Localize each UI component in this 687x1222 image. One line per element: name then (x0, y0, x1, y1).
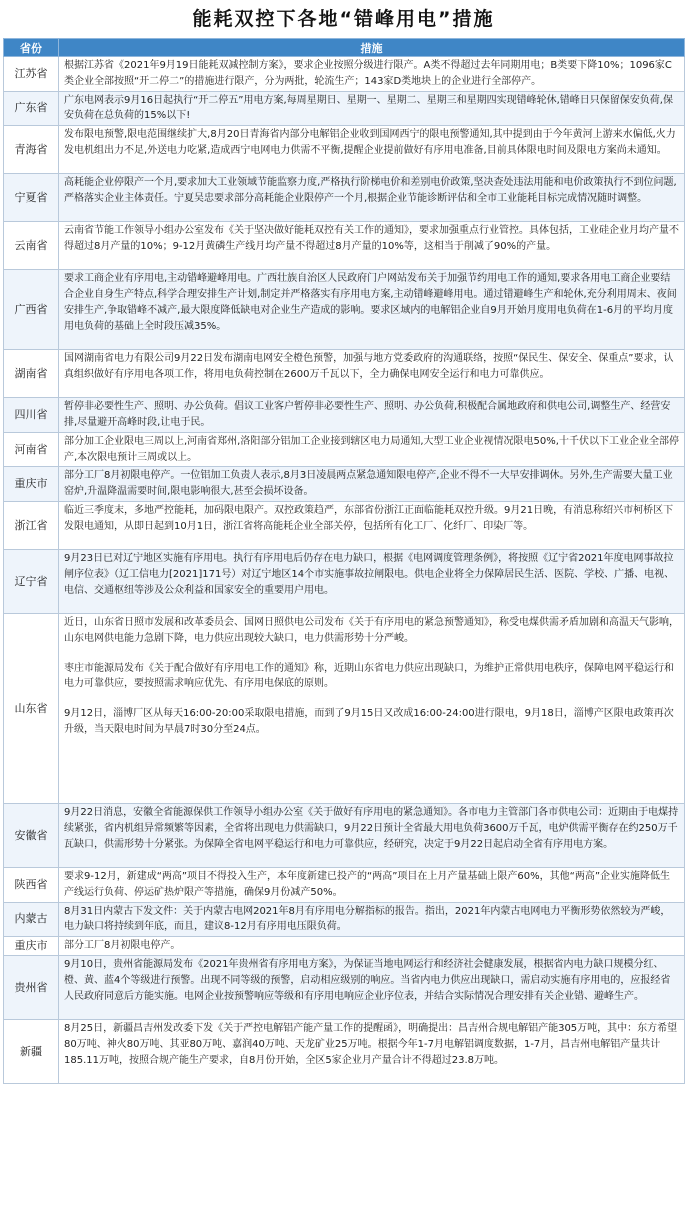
province-cell: 江苏省 (4, 57, 59, 92)
table-header-row (4, 39, 685, 57)
table-row (4, 803, 685, 867)
province-cell: 重庆市 (4, 937, 59, 956)
table-row (4, 955, 685, 1019)
measure-paragraph: 广东电网表示9月16日起执行“开二停五”用电方案,每周星期日、星期一、星期二、星期三和星期四实现错峰轮休,错峰日只保留保安负荷,保安负荷在总负荷的15%以下! (64, 94, 673, 122)
table-row (4, 432, 685, 467)
measure-paragraph: 要求9-12月，新建成“两高”项目不得投入生产，本年度新建已投产的“两高”项目在上月产量基础上限产60%，其他“两高”企业实施降低生产线运行负荷、停运矿热炉限产等措施，确保9月份减产50%。 (64, 870, 671, 898)
paragraph-gap (64, 692, 679, 706)
table-row (4, 902, 685, 937)
measure-paragraph: 8月25日，新疆昌吉州发改委下发《关于严控电解铝产能产量工作的提醒函》，明确提出：昌吉州合规电解铝产能305万吨，其中：东方希望80万吨、神火80万吨、其亚80万吨、嘉润40万吨、天龙矿业25万吨。根据今年1-7月电解铝调度数据，1-7月，昌吉州电解铝产量共计185.11万吨，按照合规产能生产要求，自8月份开始，全区5家企业月产量合计不得超过23.8万吨。 (64, 1022, 678, 1066)
measures-cell (59, 91, 685, 126)
measure-paragraph: 暂停非必要性生产、照明、办公负荷。倡议工业客户暂停非必要性生产、照明、办公负荷,积极配合属地政府和供电公司,调整生产、经营安排,尽量避开高峰时段,让电于民。 (64, 401, 671, 428)
measures-cell (59, 803, 685, 867)
province-cell: 宁夏省 (4, 174, 59, 222)
table-row (4, 91, 685, 126)
table-row (4, 613, 685, 803)
measure-paragraph: 近日，山东省日照市发展和改革委员会、国网日照供电公司发布《关于有序用电的紧急预警通知》，称受电煤供需矛盾加剧和高温天气影响，山东电网供电能力急剧下降，电力供应出现较大缺口，电力供需形势十分严峻。 (64, 616, 679, 644)
measure-paragraph: 部分加工企业限电三周以上,河南省郑州,洛阳部分铝加工企业接到辖区电力局通知,大型工业企业视情况限电50%,十千伏以下工业企业全部停产,本次限电预计三周或以上。 (64, 435, 679, 463)
measures-cell (59, 398, 685, 433)
measures-cell (59, 174, 685, 222)
table-row (4, 270, 685, 350)
measures-cell (59, 222, 685, 270)
paragraph-gap (64, 647, 679, 661)
province-cell: 重庆市 (4, 467, 59, 502)
measure-paragraph: 枣庄市能源局发布《关于配合做好有序用电工作的通知》称，近期山东省电力供应出现缺口，为维护正常供用电秩序，保障电网平稳运行和电力可靠供应，要按照需求响应优先、有序用电保底的原则。 (64, 662, 674, 690)
province-cell: 安徽省 (4, 803, 59, 867)
measure-paragraph: 8月31日内蒙古下发文件：关于内蒙古电网2021年8月有序用电分解指标的报告。指出，2021年内蒙古电网电力平衡形势依然较为严峻，电力缺口将持续到年底，而且，建议8-12月有序用电压限负荷。 (64, 905, 671, 933)
province-cell: 青海省 (4, 126, 59, 174)
measure-paragraph: 9月22日消息，安徽全省能源保供工作领导小组办公室《关于做好有序用电的紧急通知》。各市电力主管部门各市供电公司：近期由于电煤持续紧张，省内机组异常频繁等因素，全省将出现电力供需缺口，9月22日预计全省最大用电负荷3600万千瓦，电炉供需平衡存在约250万千瓦缺口，供需形势十分紧张。为保障全省电网平稳运行和电力可靠供应，经研究，决定于9月22日起启动全省有序用电方案。 (64, 806, 679, 850)
measure-paragraph: 部分工厂8月初限电停产。一位铝加工负责人表示,8月3日凌晨两点紧急通知限电停产,企业不得不一大早安排调休。另外,生产需要大量工业窑炉,升温降温需要时间,限电影响很大,甚至会损坏设备。 (64, 470, 673, 498)
table-row (4, 174, 685, 222)
measures-cell (59, 432, 685, 467)
measure-paragraph: 9月10日，贵州省能源局发布《2021年贵州省有序用电方案》，为保证当地电网运行和经济社会健康发展，根据省内电力缺口规模分红、橙、黄、蓝4个等级进行预警。出现不同等级的预警，启动相应级别的响应。当省内电力供应出现缺口，需启动实施有序用电的，应报经省人民政府同意后方能实施。电网企业按预警响应等级和有序用电响应企业序位表，并结合实际情况合理安排有关企业错、避峰生产。 (64, 958, 671, 1002)
table-row (4, 1019, 685, 1083)
measures-cell (59, 270, 685, 350)
table-row (4, 57, 685, 92)
measure-paragraph: 部分工厂8月初限电停产。 (64, 940, 181, 952)
table-row (4, 549, 685, 613)
province-cell: 辽宁省 (4, 549, 59, 613)
measure-paragraph: 要求工商企业有序用电,主动错峰避峰用电。广西壮族自治区人民政府门户网站发布关于加强节约用电工作的通知,要求各用电工商企业要结合企业自身生产特点,科学合理安排生产计划,制定并严格落实有序用电方案,主动错峰避峰用电。通过错避峰生产和轮休,充分利用周末、夜间安排生产,争取错峰不减产,最大限度降低缺电对企业生产造成的影响。要求区域内的电解铝企业自9月开始月度用电负荷在1-6月的平均月度用电负荷的基础上全时段压减35%。 (64, 273, 677, 332)
province-cell: 浙江省 (4, 501, 59, 549)
measures-cell (59, 57, 685, 92)
measure-paragraph: 临近三季度末，多地严控能耗，加码限电限产。双控政策趋严，东部省份浙江正面临能耗双控升级。9月21日晚，有消息称绍兴市柯桥区下发限电通知，从即日起到10月1日，浙江省将高能耗企业全部关停，包括所有化工厂、化纤厂、印染厂等。 (64, 504, 674, 532)
measures-cell (59, 867, 685, 902)
table-row (4, 467, 685, 502)
province-cell: 广东省 (4, 91, 59, 126)
measure-paragraph: 9月12日，淄博厂区从每天16:00-20:00采取限电措施，而到了9月15日又改成16:00-24:00进行限电，9月18日，淄博产区限电政策再次升级，当天限电时间为早晨7时30分至24点。 (64, 708, 674, 735)
measures-cell (59, 126, 685, 174)
measure-paragraph: 9月23日已对辽宁地区实施有序用电。执行有序用电后仍存在电力缺口，根据《电网调度管理条例》，将按照《辽宁省2021年度电网事故拉闸序位表》（辽工信电力[2021]171号）对辽宁地区14个市实施事故拉闸限电。供电企业将全力保障居民生活、医院、学校、广播、电视、电信、交通枢纽等涉及公众利益和国家安全的重要用户用电。 (64, 552, 675, 596)
measure-paragraph: 高耗能企业停限产一个月,要求加大工业领域节能监察力度,严格执行阶梯电价和差别电价政策,坚决查处违法用能和电价政策执行不到位问题,严格落实企业主体责任。宁夏吴忠要求部分高耗能企业限停产一个月,根据企业节能诊断评估和全市工业能耗目标完成情况随时调整。 (64, 177, 677, 204)
table-row (4, 126, 685, 174)
measure-paragraph: 云南省节能工作领导小组办公室发布《关于坚决做好能耗双控有关工作的通知》，要求加强重点行业管控。具体包括，工业硅企业月均产量不得超过8月产量的10%；9-12月黄磷生产线月均产量不得超过8月产量的10%等，这相当于削减了90%的产量。 (64, 225, 679, 252)
measures-table (3, 38, 685, 1084)
measures-cell (59, 937, 685, 956)
header-measures: 措施 (59, 39, 685, 57)
measures-cell (59, 501, 685, 549)
province-cell: 新疆 (4, 1019, 59, 1083)
table-row (4, 222, 685, 270)
measure-paragraph: 发布限电预警,限电范围继续扩大,8月20日青海省内部分电解铝企业收到国网西宁的限电预警通知,其中提到由于今年黄河上游来水偏低,火力发电机组出力不足,外送电力吃紧,造成西宁电网电力供需不平衡,提醒企业提前做好有序用电准备,目前具体限电时间及限电方案尚未通知。 (64, 129, 676, 156)
table-row (4, 937, 685, 956)
measures-cell (59, 549, 685, 613)
measure-paragraph: 根据江苏省《2021年9月19日能耗双减控制方案》，要求企业按照分级进行限产。A类不得超过去年同期用电；B类要下降10%；1096家C类企业全部按照“开二停二”的措施进行限产，分为两批，轮流生产；143家D类地块上的企业进行全部停产。 (64, 60, 672, 87)
measures-cell (59, 467, 685, 502)
province-cell: 四川省 (4, 398, 59, 433)
page-title: 能耗双控下各地“错峰用电”措施 (192, 8, 495, 30)
measures-cell (59, 350, 685, 398)
measures-cell (59, 955, 685, 1019)
province-cell: 河南省 (4, 432, 59, 467)
province-cell: 陕西省 (4, 867, 59, 902)
measures-cell (59, 613, 685, 803)
measures-cell (59, 1019, 685, 1083)
province-cell: 贵州省 (4, 955, 59, 1019)
province-cell: 云南省 (4, 222, 59, 270)
header-province: 省份 (4, 39, 59, 57)
province-cell: 内蒙古 (4, 902, 59, 937)
province-cell: 山东省 (4, 613, 59, 803)
table-row (4, 398, 685, 433)
table-row (4, 350, 685, 398)
table-row (4, 867, 685, 902)
measures-cell (59, 902, 685, 937)
measure-paragraph: 国网湖南省电力有限公司9月22日发布湖南电网安全橙色预警，加强与地方党委政府的沟通联络，按照“保民生、保安全、保重点”要求，认真组织做好有序用电各项工作，将用电负荷控制在2600万千瓦以下，全力确保电网安全运行和电力可靠供应。 (64, 353, 674, 380)
province-cell: 湖南省 (4, 350, 59, 398)
table-row (4, 501, 685, 549)
province-cell: 广西省 (4, 270, 59, 350)
